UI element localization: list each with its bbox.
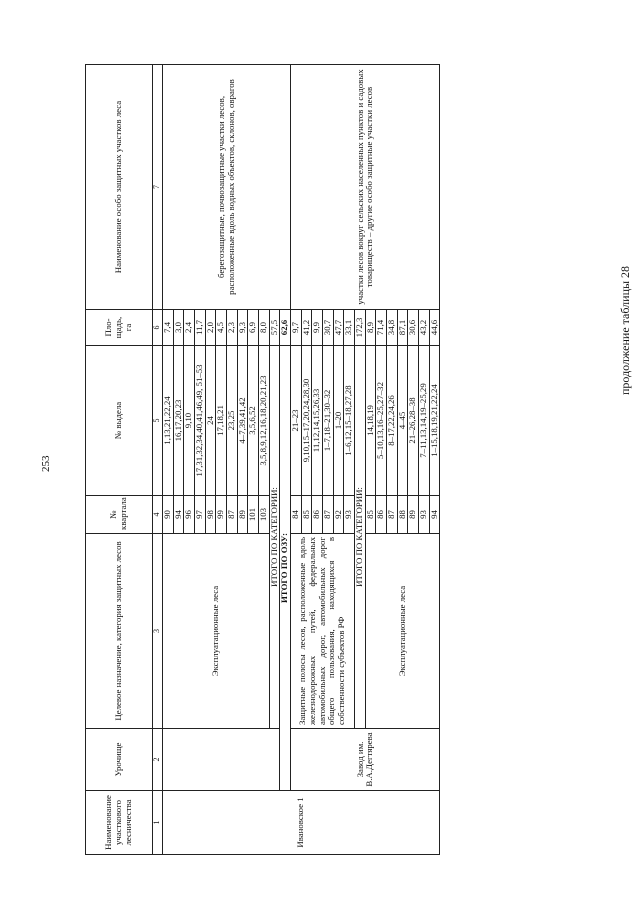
table-row: 89 21–26,28–38 30,6 [408,65,419,855]
forest-protection-table [85,64,440,855]
column-index-row [153,65,163,855]
continuation-title: продолжение таблицы 28 [618,265,632,395]
table-row: 85 9,10,15–17,20,24,28,30 41,2 [301,65,312,855]
table-row: 86 5–10,13,16–25,27–32 71,4 [376,65,387,855]
total-category-b-label: ИТОГО ПО КАТЕГОРИИ: [355,346,366,729]
col-index: 7 [153,65,163,310]
total-ozu-value: 62,6 [280,310,291,346]
table-row: 87 23,25 2,3 [227,65,238,855]
category-b-cell: Защитные полосы лесов, расположенные вдоль железнодорожных путей, федеральных автомобильных дорог, автомобильных дорог общего пользования, находящихся в собственности субъектов РФ [291,534,355,729]
header-area: Пло-щадь, га [86,310,153,346]
col-index: 5 [153,346,163,496]
table-row: 89 4–7,39,41,42 9,3 [237,65,248,855]
forestry-cell: Ивановское 1 [163,791,440,855]
table-header-row [86,65,153,855]
table-row: 86 11,12,14,15,26,33 9,9 [312,65,323,855]
table-row: 87 8–17,22,24,26 34,8 [387,65,398,855]
table-row: Завод им. В.А.Дегтярева Защитные полосы лесов, расположенные вдоль железнодорожных путей, федеральных автомобильных дорог, автомобильных дорог общего пользования, находящихся в собственности субъектов РФ 84 21–23 9,7 участки лесов вокруг сельских населенных пунктов и садовых товариществ – другие особо защитные участки лесов [291,65,302,855]
col-index: 2 [153,729,163,791]
header-osu: Наименование особо защитных участков леса [86,65,153,310]
total-category-a-label: ИТОГО ПО КАТЕГОРИИ: [269,346,280,729]
page-number: 253 [40,455,52,472]
col-index: 6 [153,310,163,346]
header-category: Целевое назначение, категория защитных лесов [86,534,153,729]
table-row: 98 24 2,0 [205,65,216,855]
header-quarter: № квартала [86,496,153,534]
table-row: 97 17,31,32,34,40,41,46,49, 51–53 11,7 [195,65,206,855]
table-row: Эксплуатационные леса 85 14,18,19 8,9 [365,65,376,855]
total-ozu-label: ИТОГО ПО ОЗУ: [280,346,291,791]
tract-cell: Завод им. В.А.Дегтярева [291,729,440,791]
category-c-cell: Эксплуатационные леса [365,534,440,729]
rotated-table-area [85,65,611,855]
total-category-a-value: 57,5 [269,310,280,346]
table-row: 92 1–20 47,7 [333,65,344,855]
osu-a-cell: берегозащитные, почвозащитные участки лесов, расположенные вдоль водных объектов, склонов, оврагов [163,65,291,310]
category-a-cell: Эксплуатационные леса [163,534,270,729]
table-row: 99 17,18,21 4,5 [216,65,227,855]
table-row: 93 7–11,13,14,19–25,29 43,2 [419,65,430,855]
table-row: 87 1–7,18–21,30–32 30,7 [323,65,334,855]
table-row: 103 3,5,8,9,12,16,18,20,21,23 8,0 [259,65,270,855]
total-category-b-value: 172,3 [355,310,366,346]
table-row: 94 16,17,20,23 3,0 [173,65,184,855]
table-row: 94 1–15,18,19,21,22,24 44,6 [429,65,440,855]
table-row: 96 9,10 2,4 [184,65,195,855]
header-forestry: Наименование участкового лесничества [86,791,153,855]
col-index: 1 [153,791,163,855]
table-row: 88 4–45 87,1 [397,65,408,855]
table-row: 101 3,5,6,52 6,9 [248,65,259,855]
header-allotment: № выдела [86,346,153,496]
table-row: 93 1–6,12,15–18,27,28 33,1 [344,65,355,855]
osu-b-cell: участки лесов вокруг сельских населенных пунктов и садовых товариществ – другие особо защитные участки лесов [291,65,440,310]
col-index: 3 [153,534,163,729]
table-row: Ивановское 1 Эксплуатационные леса 90 1,13,21,22,24 7,4 берегозащитные, почвозащитные участки лесов, расположенные вдоль водных объектов, склонов, оврагов [163,65,174,855]
header-tract: Урочище [86,729,153,791]
col-index: 4 [153,496,163,534]
